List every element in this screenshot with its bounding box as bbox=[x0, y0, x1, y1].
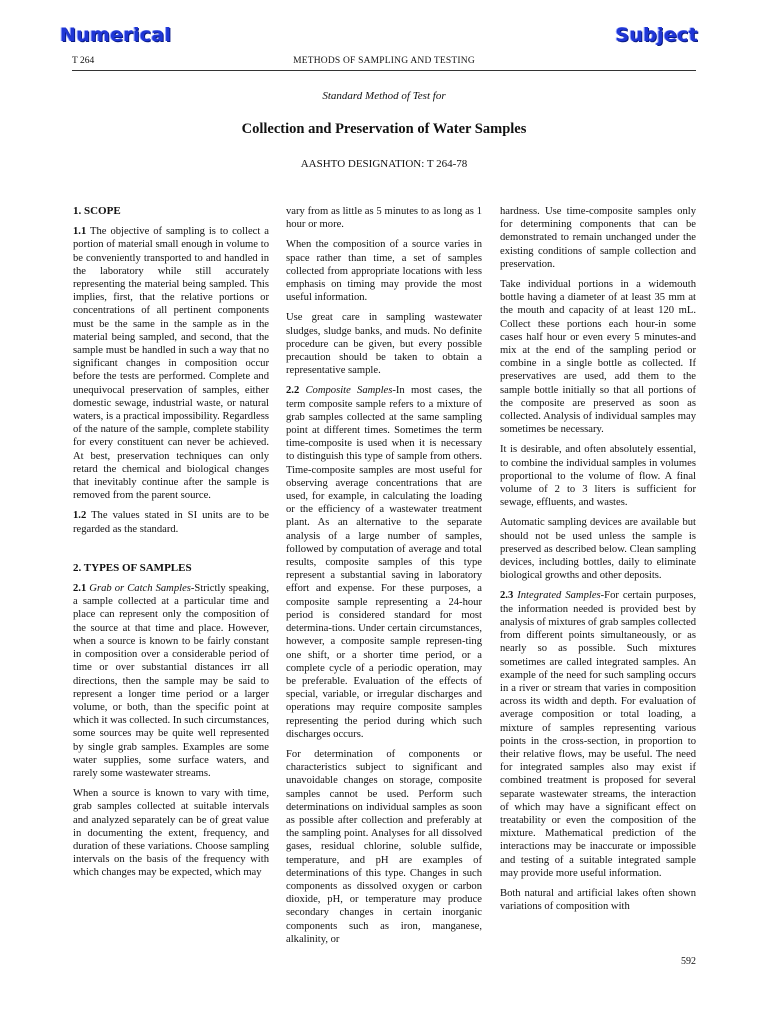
paragraph-hardness: hardness. Use time-composite samples only for determining components that can be demonstrated to remain unchanged under the existing conditions of sample collection and preservation. bbox=[500, 206, 696, 270]
section-number: 2.3 bbox=[500, 590, 514, 602]
doc-code: T 264 bbox=[72, 56, 95, 66]
standard-line: Standard Method of Test for bbox=[322, 90, 446, 102]
running-header bbox=[72, 56, 696, 71]
paragraph-care: Use great care in sampling wastewater sludges, sludge banks, and muds. No definite procedure can be given, but every possible precaution should be taken to obtain a representative sample. bbox=[286, 312, 482, 377]
term: Composite Samples bbox=[299, 385, 393, 397]
section-number: 1.2 bbox=[73, 510, 87, 522]
paragraph-text: -Strictly speaking, a sample collected at a particular time and place can represent only the composition of the source at that time and place. However, when a source is known to be fairly constant in composition over a considerable period of time or over substantial distances irr all directions, then the sample may be said to represent a longer time period or a larger volume, or both, than the specific point at which it was collected. In such circumstances, some sources may be quite well represented by single grab samples. Examples are some water supplies, some surface waters, and rarely some wastewater streams. bbox=[73, 583, 269, 779]
paragraph-1-1 bbox=[73, 225, 269, 502]
page-title: Collection and Preservation of Water Samples bbox=[241, 121, 527, 137]
paragraph-automatic: Automatic sampling devices are available but should not be used unless the sample is preserved as described below. Clean sampling devices, including bottles, daily to eliminate biological growths and other deposits. bbox=[500, 517, 696, 582]
numerical-logo[interactable]: Numerical bbox=[60, 24, 172, 46]
types-heading: 2. TYPES OF SAMPLES bbox=[73, 561, 192, 574]
paragraph-text: -In most cases, the term composite sample refers to a mixture of grab samples collected at the same sampling point at different times. Sometimes the term time-composite is used when it is necessary to distinguish this type of sample from others. Time-composite samples are most useful for observing average concentrations that are used, for example, in calculating the loading or the efficiency of a wastewater treatment plant. As an alternative to the separate analysis of a large number of samples, followed by computation of average and total results, composite samples of this type represent a substantial saving in laboratory effort and expense. For these purposes, a composite sample representing a 24-hour period is considered standard for most determina-tions. Under certain circumstances, however, a composite sample represen-ting one shift, or a shorter time period, or a complete cycle of a periodic operation, may be preferable. Evaluation of the effects of special, variable, or irregular discharges and operations may require composite samples representing the period during which such discharges occurs. bbox=[286, 385, 482, 740]
running-title: METHODS OF SAMPLING AND TESTING bbox=[293, 56, 475, 66]
paragraph-space: When the composition of a source varies in space rather than time, a set of samples collected from appropriate locations with less emphasis on timing may provide the most useful information. bbox=[286, 239, 482, 304]
column-left bbox=[73, 205, 269, 887]
paragraph-2-1 bbox=[73, 582, 269, 780]
section-number: 2.1 bbox=[73, 583, 87, 595]
subject-logo[interactable]: Subject bbox=[615, 24, 698, 46]
paragraph-text: -For certain purposes, the information needed is provided best by analysis of mixtures of grab samples collected from different points simultaneously, or as nearly so as possible. Such mixtures sometimes are called integrated samples. An example of the need for such sampling occurs in a river or stream that varies in composition across its width and depth. For evaluation of average composition or total loading, a mixture of samples representing various points in the cross-section, in proportion to their relative flows, may be useful. The need for integrated samples also may exist if combined treatment is proposed for several separate wastewater streams, the interaction of which may have a significant effect on treatability or even the composition of the mixture. Mathematical prediction of the interactions may be inaccurate or impossible and testing of a suitable integrated sample may provide more useful information. bbox=[500, 590, 696, 879]
paragraph-determination: For determination of components or characteristics subject to significant and unavoidable changes on storage, composite samples cannot be used. Perform such determinations on individual samples as soon as possible after collection and preferably at the sampling point. Analyses for all dissolved gases, residual chlorine, soluble sulfide, temperature, and pH are examples of determinations of this type. Changes in such components as dissolved oxygen or carbon dioxide, pH, or temperature may produce secondary changes in certain inorganic components such as iron, manganese, alkalinity, or bbox=[286, 748, 482, 945]
paragraph-2-2 bbox=[286, 384, 482, 740]
paragraph-desirable: It is desirable, and often absolutely essential, to combine the individual samples in volumes proportional to the volume of flow. A final volume of 2 to 3 liters is sufficient for sewage, effluents, and wastes. bbox=[500, 444, 696, 509]
paragraph-portions: Take individual portions in a widemouth bottle having a diameter of at least 35 mm at the mouth and capacity of at least 120 mL. Collect these portions each hour-in some cases half hour or even every 5 minutes-and mix at the end of the sampling period or combine in a single bottle as collected. If preservatives are used, add them to the sample bottle initially so that all portions of the composite are preserved as soon as collected. Analysis of individual samples may sometimes be necessary. bbox=[500, 279, 696, 436]
paragraph-text: The values stated in SI units are to be regarded as the standard. bbox=[73, 510, 269, 535]
term: Integrated Samples bbox=[513, 590, 601, 602]
designation: AASHTO DESIGNATION: T 264-78 bbox=[300, 158, 468, 170]
column-middle bbox=[286, 205, 482, 953]
column-right bbox=[500, 205, 696, 920]
paragraph-1-2 bbox=[73, 509, 269, 535]
section-number: 1.1 bbox=[73, 226, 87, 238]
paragraph-lakes: Both natural and artificial lakes often shown variations of composition with bbox=[500, 887, 696, 913]
section-number: 2.2 bbox=[286, 385, 300, 397]
paragraph-text: The objective of sampling is to collect a portion of material small enough in volume to be conveniently transported to and handled in the laboratory while still accurately representing the material being sampled. This implies, first, that the relative portions or concentrations of all pertinent components must be the same in the sample as in the material being sampled, and second, that the sample must be handled in such a way that no significant changes in composition occur before the tests are performed. Complete and unequivocal preservation of samples, either domestic sewage, industrial waste, or natural waters, is a practical impossibility. Regardless of the nature of the sample, complete stability for every constituent can never be achieved. At best, preservation techniques can only retard the chemical and biological changes that inevitably continue after the sample is removed from the parent source. bbox=[73, 226, 269, 502]
paragraph-grab-vary: When a source is known to vary with time, grab samples collected at suitable intervals and analyzed separately can be of great value in documenting the extent, frequency, and duration of these variations. Choose sampling intervals on the basis of the frequency with which changes may be expected, which may bbox=[73, 788, 269, 879]
page-number: 592 bbox=[681, 956, 696, 967]
scope-heading: 1. SCOPE bbox=[73, 205, 121, 217]
paragraph-vary-cont: vary from as little as 5 minutes to as long as 1 hour or more. bbox=[286, 206, 482, 231]
term: Grab or Catch Samples bbox=[86, 583, 191, 595]
paragraph-2-3 bbox=[500, 589, 696, 879]
